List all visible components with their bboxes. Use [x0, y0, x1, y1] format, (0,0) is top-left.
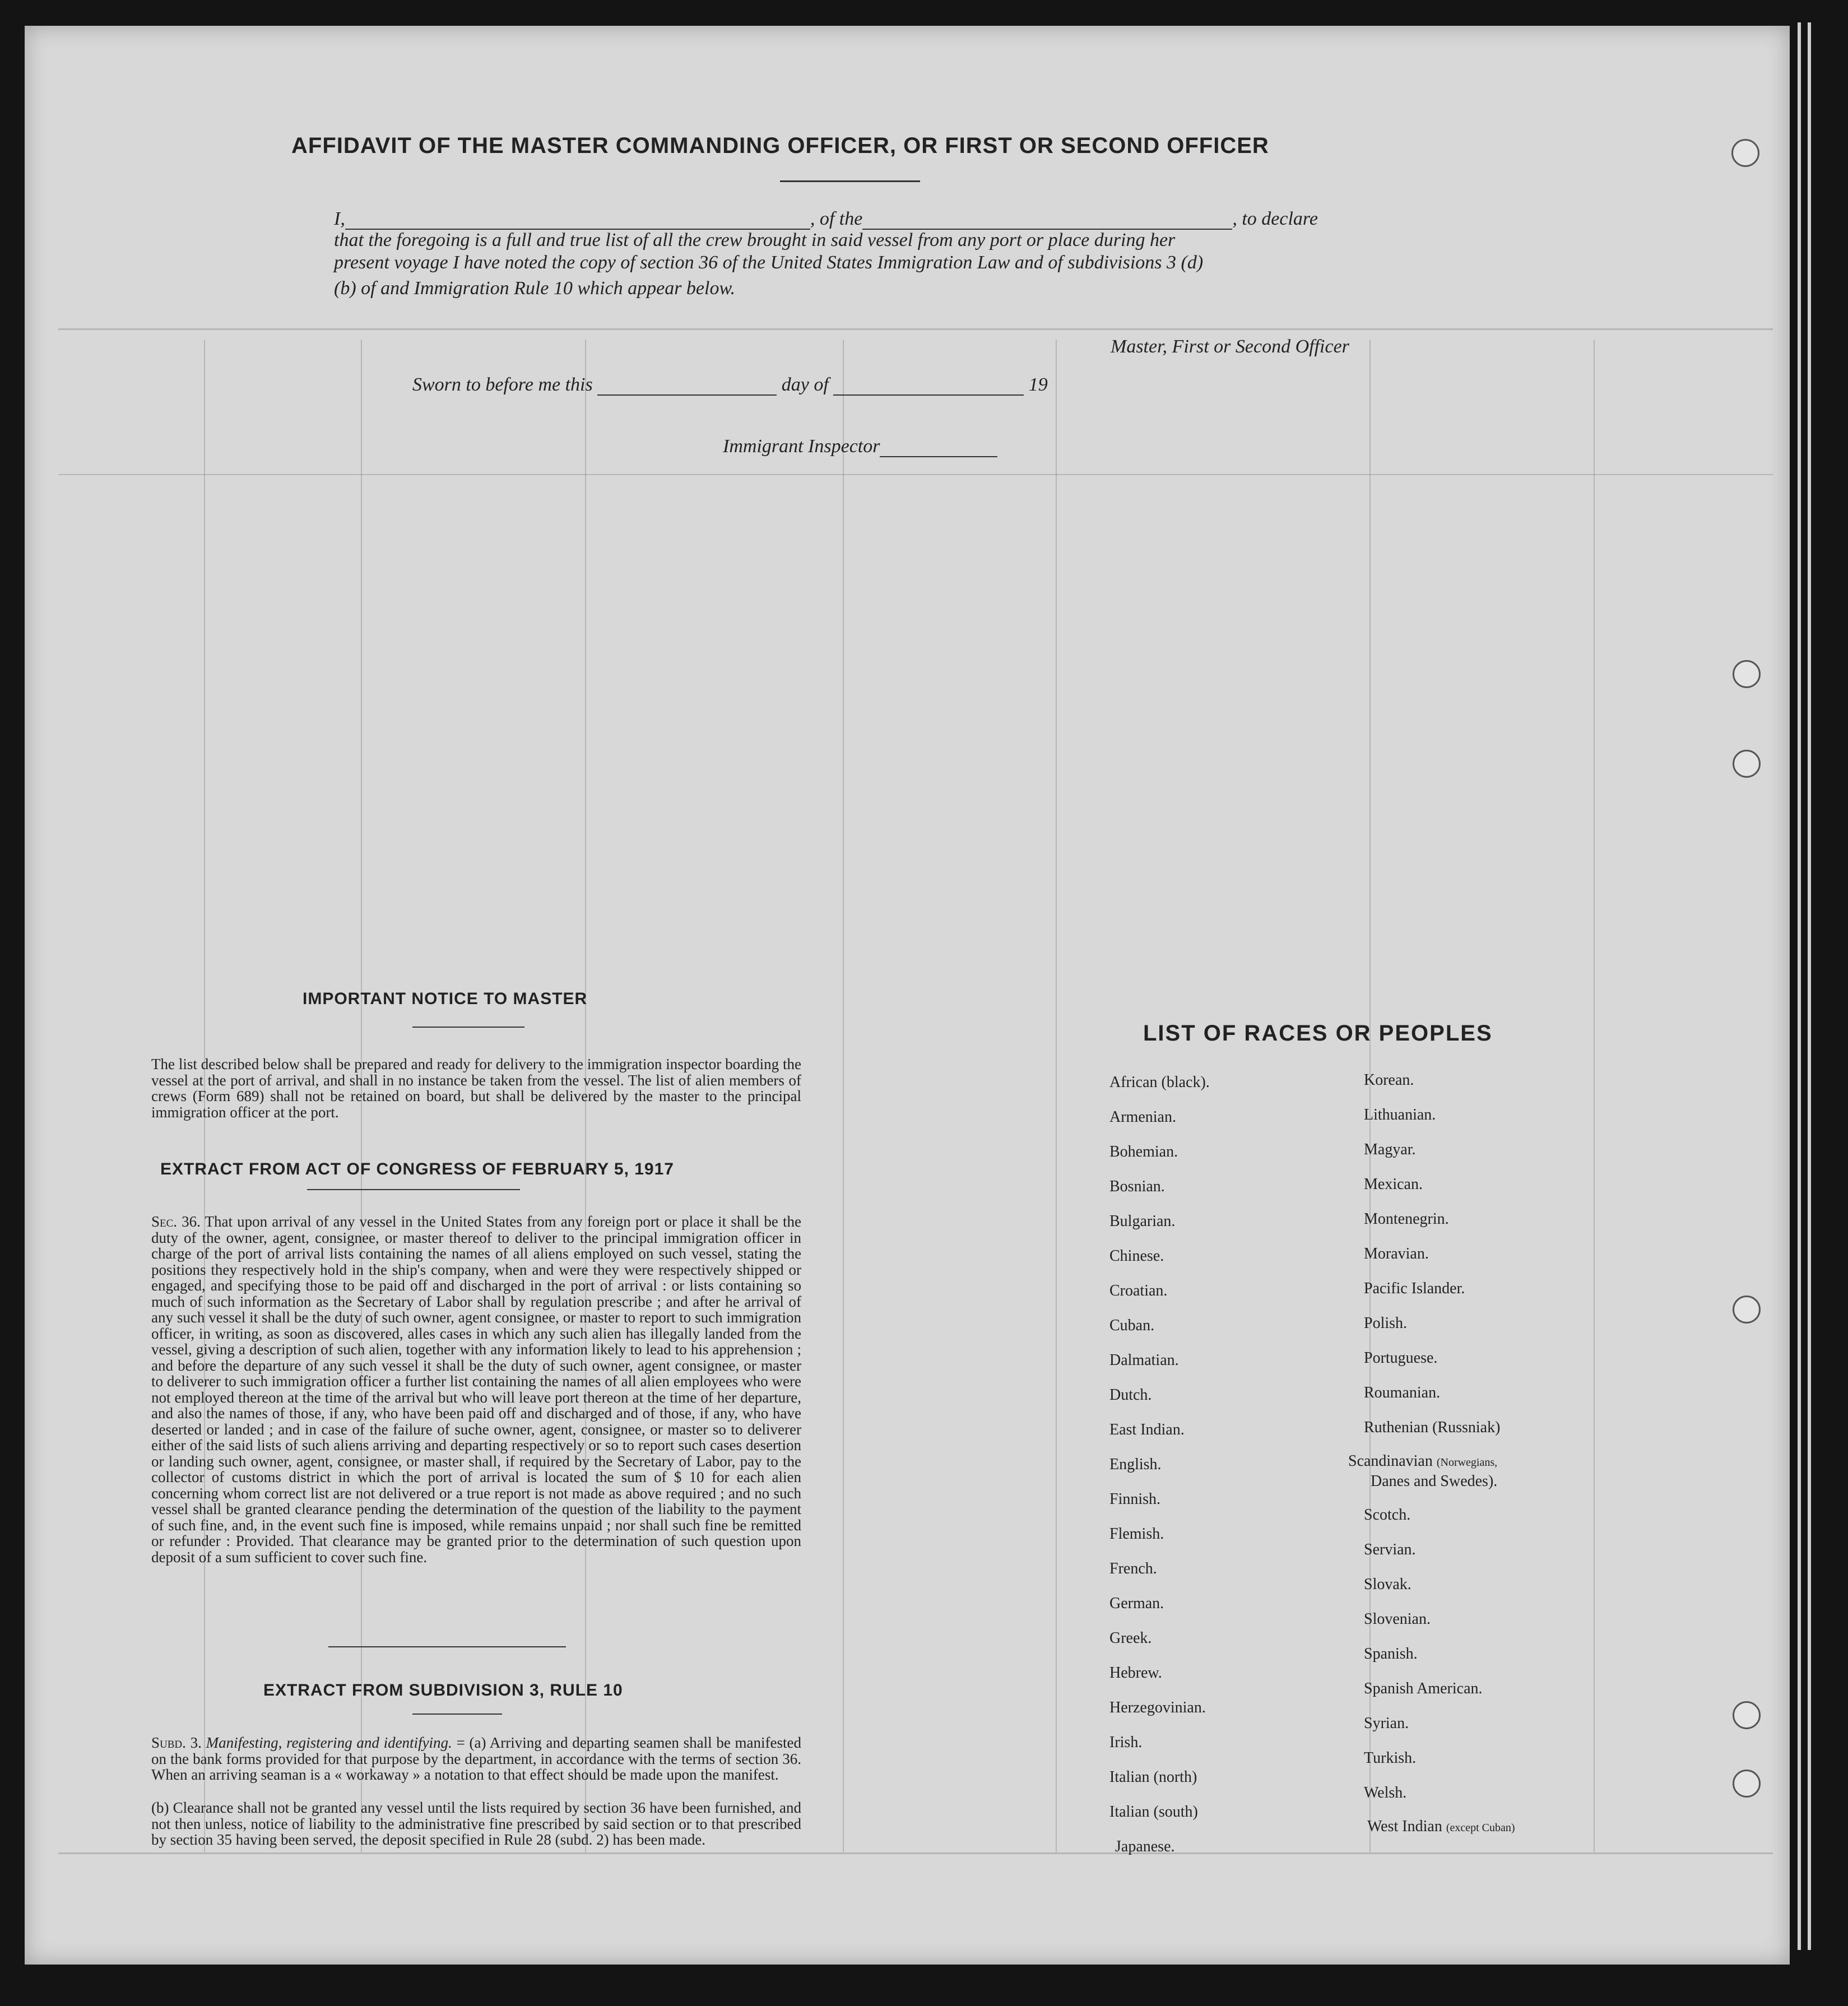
bleed-through-rule: [58, 1852, 1773, 1854]
race-item: French.: [1109, 1560, 1157, 1577]
inspector-line: [723, 436, 997, 457]
to-declare-label: , to declare: [1232, 208, 1318, 229]
page-edge: [1808, 22, 1811, 1950]
race-item: Bulgarian.: [1109, 1213, 1176, 1230]
affidavit-line: that the foregoing is a full and true list of all the crew brought in said vessel from any port or place during her: [334, 230, 1176, 250]
section-text: That upon arrival of any vessel in the United States from any foreign port or place it shall be the duty of the owner, agent, consignee, or master thereof to deliver to the principal immigration officer in charge of the port of arrival lists containing the names of all aliens employed on such vessel, stating the positions they respectively hold in the ship's company, when and were they were respectively shipped or engaged, and specifying those to be paid off and discharged in the port of arrival : or lists containing so much of such information as the Secretary of Labor shall by regulation prescribe ; and after he arrival of any such vessel it shall be the duty of such owner, agent consignee, or master to report to such immigration officer, in writing, as soon as discovered, alles cases in which any such alien has illegally landed from the vessel, giving a description of such alien, together with any information likely to lead to his apprehension ; and before the departure of any such vessel it shall be the duty of such owner, agent consignee, or master to deliverer to such immigration officer a further list containing the names of all alien employees who were not employed thereon at the time of the arrival but who will leave port thereon at the time of her departure, and also the names of those, if any, who have been paid off and discharged and of those, if any, who have deserted or landed ; and in case of the failure of suche owner, agent, consignee, or master so to deliverer either of the said lists of such aliens arriving and departing respectively or so to report such cases desertion or landing such owner, agent, consignee, or master shall, if required by the Secretary of Labor, pay to the collector of customs district in which the port of arrival is located the sum of $ 10 for each alien concerning whom correct list are not delivered or a true report is not made as above required ; and no such vessel shall be granted clearance pending the determination of the question of the liability to the payment of such fine, and, in the event such fine is imposed, while remains unpaid ; nor shall such fine be remitted or refunder : Provided. That clearance may be granted prior to the determination of such question upon deposit of a sum sufficient to cover such fine.: [151, 1213, 802, 1566]
race-item: Slovenian.: [1364, 1610, 1431, 1628]
page-edge: [1798, 22, 1801, 1950]
race-item: Korean.: [1364, 1071, 1414, 1089]
inspector-blank[interactable]: [880, 440, 997, 457]
subd-label: Subd. 3.: [151, 1734, 202, 1751]
act-extract-text: [151, 1214, 801, 1565]
punch-hole: [1733, 750, 1761, 778]
race-item: Servian.: [1364, 1541, 1416, 1558]
bleed-through-rule: [843, 340, 844, 1852]
race-item: Slovak.: [1364, 1576, 1411, 1593]
race-item: Magyar.: [1364, 1141, 1416, 1158]
bleed-through-rule: [1594, 340, 1595, 1852]
race-item: Irish.: [1109, 1734, 1143, 1751]
vessel-blank[interactable]: [862, 213, 1232, 230]
race-item: Polish.: [1364, 1315, 1408, 1332]
race-item: Pacific Islander.: [1364, 1280, 1465, 1297]
race-west-indian: West Indian: [1367, 1818, 1442, 1835]
heading-underline: [412, 1714, 502, 1715]
document-page: [25, 26, 1790, 1965]
rule-extract-text-a: [151, 1735, 801, 1783]
name-blank[interactable]: [345, 213, 810, 230]
section-divider: [328, 1646, 566, 1647]
race-item: Dutch.: [1109, 1386, 1152, 1404]
section-label: Sec. 36.: [151, 1213, 201, 1230]
rule-extract-heading: EXTRACT FROM SUBDIVISION 3, RULE 10: [263, 1681, 623, 1699]
race-item: Chinese.: [1109, 1247, 1164, 1265]
race-item: East Indian.: [1109, 1421, 1185, 1438]
affidavit-declaration-line: [334, 208, 1318, 230]
race-item: Spanish.: [1364, 1645, 1418, 1663]
subd-text-a: = (a) Arriving and departing seamen shall be manifested on the bank forms provided for that purpose by the department, in accordance with the terms of section 36. When an arriving seaman is a « workaway » a notation to that effect should be made upon the manifest.: [151, 1734, 802, 1783]
title-underline: [780, 180, 920, 182]
sworn-line: [412, 374, 1048, 396]
subd-title: Manifesting, registering and identifying.: [206, 1734, 452, 1751]
punch-hole: [1733, 660, 1761, 688]
race-item: Montenegrin.: [1364, 1210, 1449, 1228]
bleed-through-rule: [58, 328, 1773, 330]
race-item: English.: [1109, 1456, 1162, 1473]
race-item: Croatian.: [1109, 1282, 1168, 1299]
notice-text: The list described below shall be prepared and ready for delivery to the immigration inspector boarding the vessel at the port of arrival, and shall in no instance be taken from the vessel. The list of alien members of crews (Form 689) shall not be retained on board, but shall be delivered by the master to the principal immigration officer at the port.: [151, 1056, 801, 1121]
race-item: Hebrew.: [1109, 1664, 1162, 1682]
race-item: Roumanian.: [1364, 1384, 1441, 1401]
race-item: Ruthenian (Russniak): [1364, 1419, 1501, 1436]
race-item: Cuban.: [1109, 1317, 1155, 1334]
of-the-label: , of the: [810, 208, 863, 229]
race-item: Danes and Swedes).: [1371, 1473, 1498, 1490]
race-item: Greek.: [1109, 1629, 1152, 1647]
year-label: 19: [1028, 374, 1048, 395]
race-item: Italian (south): [1109, 1803, 1198, 1821]
punch-hole: [1733, 1770, 1761, 1798]
sworn-day-blank[interactable]: [597, 379, 777, 396]
punch-hole: [1733, 1701, 1761, 1729]
sworn-label: Sworn to before me this: [412, 374, 593, 395]
race-item: African (black).: [1109, 1074, 1210, 1091]
race-item: Herzegovinian.: [1109, 1699, 1206, 1716]
race-item: Portuguese.: [1364, 1349, 1438, 1367]
race-item: Moravian.: [1364, 1245, 1429, 1262]
race-item: Bohemian.: [1109, 1143, 1178, 1160]
race-item: Bosnian.: [1109, 1178, 1165, 1195]
race-item: Italian (north): [1109, 1768, 1197, 1786]
punch-hole: [1731, 139, 1759, 167]
race-item: Dalmatian.: [1109, 1352, 1179, 1369]
race-item: Syrian.: [1364, 1715, 1409, 1732]
race-item: [1348, 1452, 1497, 1470]
affidavit-title: AFFIDAVIT OF THE MASTER COMMANDING OFFICER, OR FIRST OR SECOND OFFICER: [291, 133, 1269, 158]
race-item: Finnish.: [1109, 1490, 1161, 1508]
race-scandinavian-note: (Norwegians,: [1436, 1456, 1498, 1469]
punch-hole: [1733, 1295, 1761, 1324]
race-item: German.: [1109, 1595, 1164, 1612]
race-item: Turkish.: [1364, 1749, 1417, 1767]
sworn-month-blank[interactable]: [833, 379, 1024, 396]
race-item: Scotch.: [1364, 1506, 1411, 1524]
race-item: [1367, 1818, 1515, 1836]
affidavit-line: (b) of and Immigration Rule 10 which appear below.: [334, 278, 736, 299]
master-signature-label: Master, First or Second Officer: [1111, 336, 1349, 357]
race-item: Mexican.: [1364, 1176, 1423, 1193]
heading-underline: [412, 1027, 524, 1028]
day-of-label: day of: [781, 374, 829, 395]
bleed-through-rule: [58, 474, 1773, 475]
race-west-indian-note: (except Cuban): [1446, 1822, 1515, 1834]
rule-extract-text-b: (b) Clearance shall not be granted any vessel until the lists required by section 36 have been furnished, and not then unless, notice of liability to the administrative fine prescribed by said section or to that prescribed by section 35 having been served, the deposit specified in Rule 28 (subd. 2) has been made.: [151, 1799, 801, 1848]
race-item: Welsh.: [1364, 1784, 1407, 1801]
race-item: Armenian.: [1109, 1108, 1176, 1126]
race-item: Flemish.: [1109, 1525, 1164, 1543]
affidavit-line: present voyage I have noted the copy of section 36 of the United States Immigration Law and of subdivisions 3 (d): [334, 252, 1204, 273]
i-label: I,: [334, 208, 345, 229]
inspector-label: Immigrant Inspector: [723, 436, 880, 457]
race-item: Spanish American.: [1364, 1680, 1483, 1697]
race-item: Japanese.: [1115, 1838, 1175, 1855]
race-scandinavian: Scandinavian: [1348, 1452, 1433, 1470]
bleed-through-rule: [1056, 340, 1057, 1852]
race-item: Lithuanian.: [1364, 1106, 1436, 1123]
heading-underline: [307, 1189, 520, 1190]
act-extract-heading: EXTRACT FROM ACT OF CONGRESS OF FEBRUARY 5, 1917: [160, 1160, 674, 1178]
races-heading: LIST OF RACES OR PEOPLES: [1143, 1021, 1493, 1046]
notice-heading: IMPORTANT NOTICE TO MASTER: [303, 990, 588, 1008]
